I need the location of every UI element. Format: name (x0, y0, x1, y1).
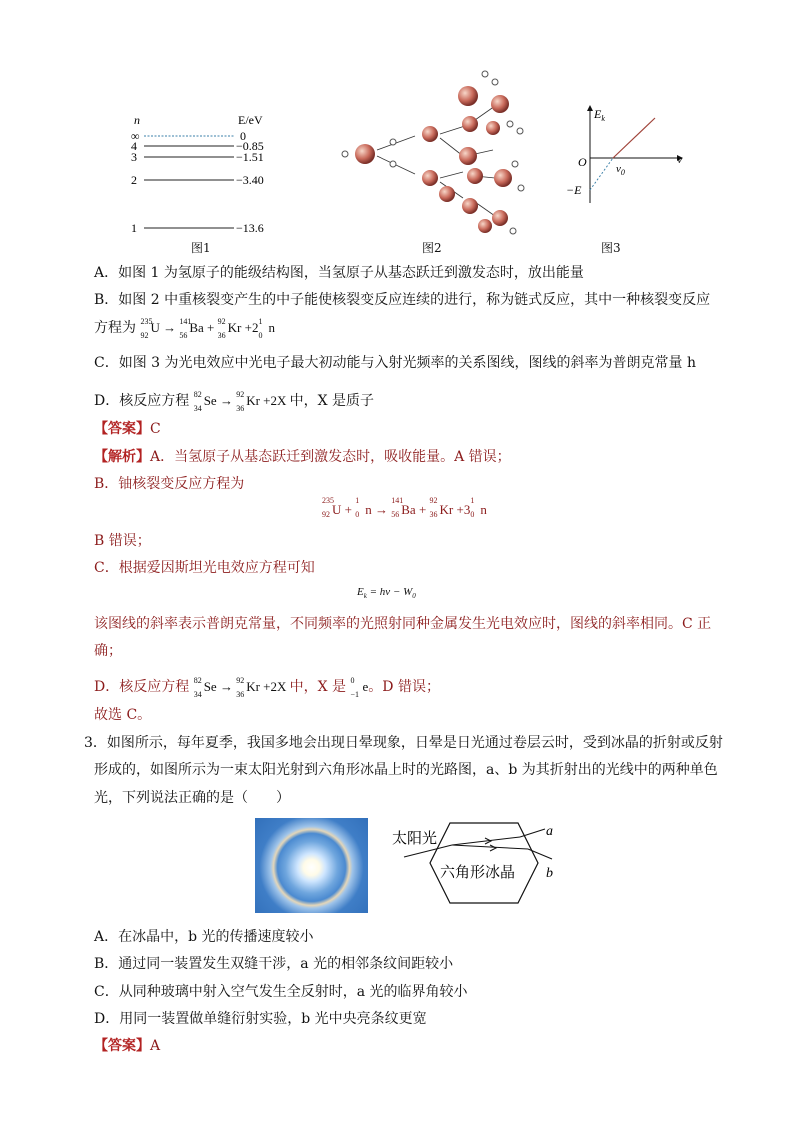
q3-option-a: A．在冰晶中，b 光的传播速度较小 (94, 929, 314, 945)
q2-analysis-b-end: B 错误； (94, 533, 151, 549)
neutron-icon (512, 161, 518, 167)
q2-option-b-line2: 方程为 235 92 U → 141 56 Ba + 92 36 Kr +2 1 0 n (94, 317, 275, 340)
ek-line-extension (590, 158, 613, 190)
level-e-3: −1.51 (236, 150, 264, 164)
neutron-icon (510, 228, 516, 234)
nucleus-icon (478, 219, 492, 233)
neutron-icon (482, 71, 488, 77)
q2-analysis-c: C．根据爱因斯坦光电效应方程可知 (94, 560, 315, 576)
nucleus-icon (462, 198, 478, 214)
figure-3-photoelectric-graph (560, 98, 690, 210)
ice-crystal-diagram (390, 815, 565, 915)
level-n-inf: ∞ (131, 129, 140, 143)
q2-answer: 【答案】C (94, 421, 161, 437)
nucleus-icon (462, 116, 478, 132)
arrow-icon (490, 845, 496, 851)
q2-analysis-c2: 该图线的斜率表示普朗克常量，不同频率的光照射同种金属发生光电效应时，图线的斜率相同。C 正 (94, 616, 712, 632)
level-n-4: 4 (131, 139, 137, 153)
sunlight-label: 太阳光 (392, 831, 438, 847)
q2-analysis-c3: 确； (94, 643, 122, 659)
q3-stem-line1: 3．如图所示，每年夏季，我国多地会出现日晕现象，日晕是日光通过卷层云时，受到冰晶的折射或反射 (84, 735, 723, 751)
q3-option-b: B．通过同一装置发生双缝干涉，a 光的相邻条纹间距较小 (94, 956, 454, 972)
ray-a-out (520, 829, 545, 837)
q3-stem-line2: 形成的，如图所示为一束太阳光射到六角形冰晶上时的光路图，a、b 为其折射出的光线中的两种单色 (94, 762, 718, 778)
ray-b-out (528, 849, 552, 859)
level-e-2: −3.40 (236, 173, 264, 187)
ek-line (613, 118, 655, 158)
neutron-icon (507, 121, 513, 127)
q2-option-d: D．核反应方程 82 34 Se → 92 36 Kr +2X 中，X 是质子 (94, 390, 375, 413)
q2-option-c: C．如图 3 为光电效应中光电子最大初动能与入射光频率的关系图线，图线的斜率为普朗克常量 h (94, 355, 696, 371)
q3-answer: 【答案】A (94, 1038, 161, 1054)
nucleus-icon (492, 210, 508, 226)
figure-1-energy-levels (120, 110, 290, 260)
q2-option-a: A．如图 1 为氢原子的能级结构图，当氢原子从基态跃迁到激发态时，放出能量 (94, 265, 584, 281)
crystal-label: 六角形冰晶 (440, 865, 516, 881)
nucleus-icon (439, 186, 455, 202)
nu-label: ν (677, 152, 683, 166)
nucleus-icon (491, 95, 509, 113)
level-e-4: −0.85 (236, 139, 264, 153)
q2-analysis-a: 【解析】A．当氢原子从基态跃迁到激发态时，吸收能量。A 错误； (94, 449, 511, 465)
neutron-icon (517, 128, 523, 134)
fig2-caption: 图2 (422, 241, 442, 255)
q3-option-c: C．从同种玻璃中射入空气发生全反射时，a 光的临界角较小 (94, 984, 468, 1000)
nucleus-icon (494, 169, 512, 187)
nu0-label: $\nu_0$ (616, 163, 625, 177)
neutron-icon (390, 161, 396, 167)
ray-b-inside (452, 845, 528, 849)
nucleus-icon (422, 126, 438, 142)
hexagon-crystal (430, 823, 538, 903)
fig1-n-label: n (134, 113, 140, 127)
level-n-1: 1 (131, 221, 137, 235)
fig1-e-label: E/eV (238, 113, 263, 127)
nucleus-icon (486, 121, 500, 135)
level-e-inf: 0 (240, 129, 246, 143)
nucleus-icon (459, 147, 477, 165)
ray-b-label: b (546, 866, 553, 881)
nucleus-icon (467, 168, 483, 184)
level-n-3: 3 (131, 150, 137, 164)
level-n-2: 2 (131, 173, 137, 187)
uranium-nucleus-icon (355, 144, 375, 164)
nucleus-icon (422, 170, 438, 186)
ek-label: $E_k$ (594, 107, 605, 123)
neutron-icon (342, 151, 348, 157)
level-e-1: −13.6 (236, 221, 264, 235)
q3-stem-line3: 光，下列说法正确的是（ ） (94, 790, 290, 806)
neg-e-label: −E (566, 183, 582, 197)
fission-equation-full: 235 92 U + 1 0 n → 141 56 Ba + 92 36 Kr +3 1 0 n (322, 496, 487, 519)
nucleus-icon (458, 86, 478, 106)
q2-conclusion: 故选 C。 (94, 707, 152, 723)
neutron-icon (492, 79, 498, 85)
sun-halo-photo (255, 818, 368, 913)
fig3-caption: 图3 (601, 241, 621, 255)
figure-2-chain-reaction (335, 66, 535, 241)
q3-option-d: D．用同一装置做单缝衍射实验，b 光中央亮条纹更宽 (94, 1011, 427, 1027)
fig1-caption: 图1 (191, 241, 211, 255)
q2-analysis-d: D．核反应方程 82 34 Se → 92 36 Kr +2X 中，X 是 0 −1 e。D 错误； (94, 676, 440, 699)
fission-equation: 235 92 U → 141 56 Ba + 92 36 Kr +2 1 0 n (140, 317, 275, 340)
q2-option-b-line1: B．如图 2 中重核裂变产生的中子能使核裂变反应连续的进行，称为链式反应，其中一种核裂变反应 (94, 292, 711, 308)
q2-analysis-b: B．铀核裂变反应方程为 (94, 476, 245, 492)
origin-label: O (578, 155, 587, 169)
neutron-icon (390, 139, 396, 145)
neutron-icon (518, 185, 524, 191)
ray-a-label: a (546, 824, 553, 839)
photoelectric-equation: $E_k = h\nu - W_0$ (357, 586, 416, 601)
